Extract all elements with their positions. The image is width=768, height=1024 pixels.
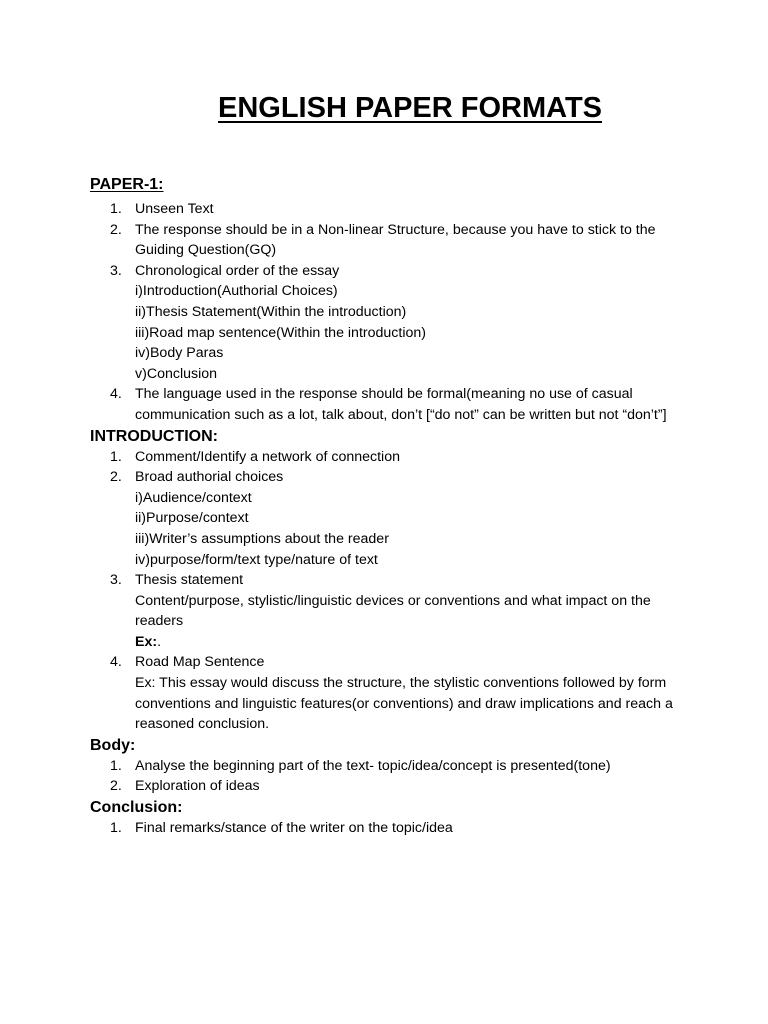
list-item-text: Exploration of ideas — [135, 778, 260, 795]
list-item-text: Unseen Text — [135, 201, 214, 217]
list-number: 4. — [110, 654, 122, 671]
example-label: Ex: — [135, 633, 158, 650]
example-line — [135, 632, 680, 653]
sub-item: iii)Writer’s assumptions about the reader — [135, 530, 389, 547]
sub-item: ii)Purpose/context — [135, 510, 249, 527]
list-item-text: Broad authorial choices — [135, 469, 284, 486]
list-item-text: The language used in the response should be formal(meaning no use of casual communication such as a lot, talk about, don’t [“do not” can be written but not “don’t”] — [135, 386, 667, 423]
section-heading-introduction: INTRODUCTION: — [90, 427, 218, 445]
list-item — [90, 384, 680, 425]
example-text: . — [157, 633, 162, 650]
sub-item: ii)Thesis Statement(Within the introduction) — [135, 303, 407, 320]
list-item-text: Chronological order of the essay — [135, 262, 340, 279]
list-number: 2. — [110, 221, 122, 238]
document-content — [90, 174, 680, 839]
list-item — [90, 199, 680, 220]
list-item — [90, 447, 680, 468]
sub-item: iv)purpose/form/text type/nature of text — [135, 551, 378, 568]
list-number: 2. — [110, 469, 122, 486]
list-item — [90, 220, 680, 261]
list-number: 2. — [110, 778, 122, 795]
sub-item: Ex: This essay would discuss the structure, the stylistic conventions followed by form conventions and linguistic features(or conventions) and draw implications and reach a reasoned conclusion. — [135, 675, 673, 733]
list-number: 4. — [110, 386, 122, 403]
sub-item: i)Audience/context — [135, 489, 252, 506]
list-item-text: Comment/Identify a network of connection — [135, 448, 400, 465]
body-list — [90, 756, 680, 797]
section-heading-paper1: PAPER-1: — [90, 176, 164, 193]
list-item — [90, 467, 680, 570]
list-item-text: Thesis statement — [135, 572, 244, 589]
list-item-text: Road Map Sentence — [135, 654, 265, 671]
conclusion-list — [90, 818, 680, 839]
list-number: 1. — [110, 820, 122, 837]
section-heading-body: Body: — [90, 736, 136, 754]
sub-item: iv)Body Paras — [135, 345, 224, 362]
list-item-text: Analyse the beginning part of the text- topic/idea/concept is presented(tone) — [135, 757, 611, 774]
introduction-list — [90, 447, 680, 735]
list-number: 1. — [110, 757, 122, 774]
sub-item: i)Introduction(Authorial Choices) — [135, 283, 338, 300]
list-item-text: Final remarks/stance of the writer on the topic/idea — [135, 820, 453, 837]
section-heading-conclusion: Conclusion: — [90, 799, 183, 817]
list-item — [90, 776, 680, 797]
list-item — [90, 261, 680, 385]
list-item — [90, 818, 680, 839]
list-item — [90, 652, 680, 734]
list-number: 1. — [110, 448, 122, 465]
sub-item: Content/purpose, stylistic/linguistic devices or conventions and what impact on the readers — [135, 592, 651, 630]
paper1-list — [90, 199, 680, 426]
list-item — [90, 756, 680, 777]
list-item-text: The response should be in a Non-linear Structure, because you have to stick to the Guiding Question(GQ) — [135, 221, 656, 259]
list-item — [90, 570, 680, 652]
list-number: 3. — [110, 262, 122, 279]
list-number: 3. — [110, 572, 122, 589]
list-number: 1. — [110, 201, 122, 217]
sub-item: v)Conclusion — [135, 365, 218, 382]
document-title: ENGLISH PAPER FORMATS — [218, 92, 602, 124]
sub-item: iii)Road map sentence(Within the introduction) — [135, 324, 426, 341]
